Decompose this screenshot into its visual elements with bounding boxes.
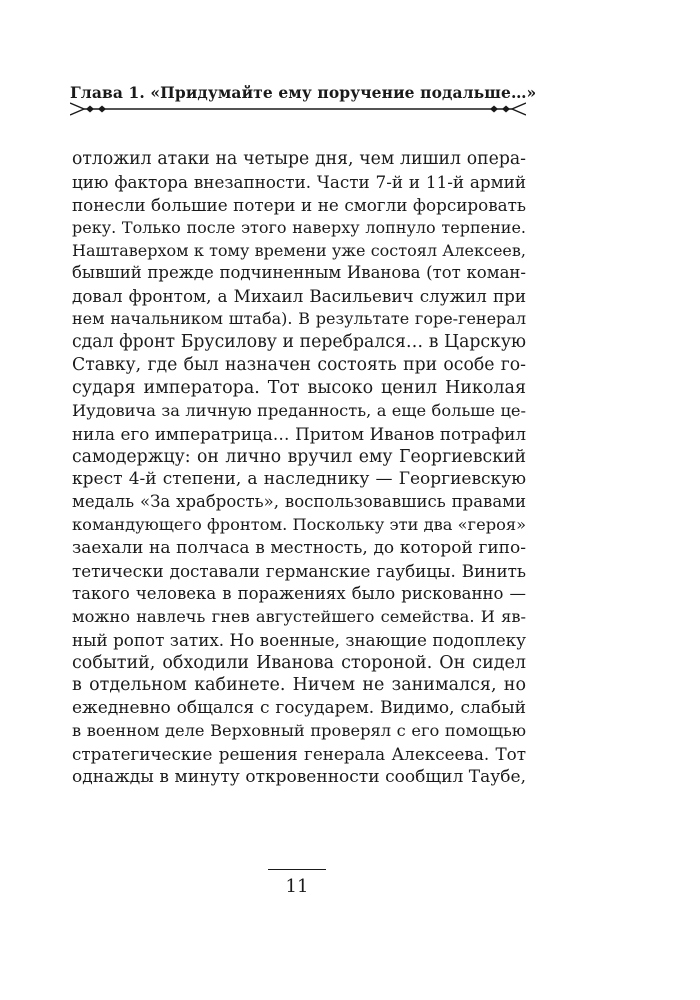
text-line: цию фактора внезапности. Части 7-й и 11-й армий [72, 171, 526, 192]
text-line: крест 4-й степени, а наследнику — Георгиевскую [72, 469, 526, 490]
text-line: нем начальником штаба). В результате горе-генерал [72, 309, 526, 329]
text-line: отложил атаки на четыре дня, чем лишил опера- [72, 149, 526, 169]
text-line: нила его императрица… Притом Иванов потрафил [72, 423, 526, 444]
text-line: событий, обходили Иванова стороной. Он сидел [72, 652, 526, 673]
text-line: однажды в минуту откровенности сообщил Таубе, [72, 767, 526, 788]
text-line: Ставку, где был назначен состоять при особе го- [72, 355, 526, 376]
text-line: бывший прежде подчиненным Иванова (тот коман- [72, 263, 526, 283]
text-line: командующего фронтом. Поскольку эти два «героя» [72, 515, 527, 535]
text-line: Наштаверхом к тому времени уже состоял Алексеев, [72, 240, 526, 260]
text-line: ный ропот затих. Но военные, знающие подоплеку [72, 629, 526, 650]
text-line: ежедневно общался с государем. Видимо, слабый [72, 698, 526, 719]
text-line: в военном деле Верховный проверял с его помощью [72, 721, 526, 741]
header-ornament-rule [70, 102, 526, 116]
page-number: 11 [285, 876, 309, 897]
text-line: сударя императора. Тот высоко ценил Николая [72, 377, 526, 398]
text-line: медаль «За храбрость», воспользовавшись правами [72, 492, 526, 512]
text-line: довал фронтом, а Михаил Васильевич служил при [72, 286, 526, 307]
chapter-title: Глава 1. «Придумайте ему поручение подальше…» [70, 83, 537, 102]
text-line: тетически доставали германские гаубицы. Винить [72, 561, 526, 582]
text-line: стратегические решения генерала Алексеева. Тот [72, 744, 526, 765]
text-line: сдал фронт Брусилову и перебрался… в Царскую [72, 332, 526, 353]
text-line: реку. Только после этого наверху лопнуло терпение. [72, 217, 526, 237]
running-header [70, 83, 537, 123]
footer-rule [268, 869, 326, 870]
text-line: в отдельном кабинете. Ничем не занимался, но [72, 675, 526, 696]
text-line: понесли большие потери и не смогли форсировать [72, 194, 526, 215]
text-line: Иудовича за личную преданность, а еще больше це- [72, 400, 526, 420]
text-line: заехали на полчаса в местность, до которой гипо- [72, 538, 526, 559]
body-text [72, 148, 526, 789]
text-line: самодержцу: он лично вручил ему Георгиевский [72, 446, 526, 467]
text-line: такого человека в поражениях было рискованно — [72, 583, 526, 603]
text-line: можно навлечь гнев августейшего семейства. И яв- [72, 606, 526, 626]
